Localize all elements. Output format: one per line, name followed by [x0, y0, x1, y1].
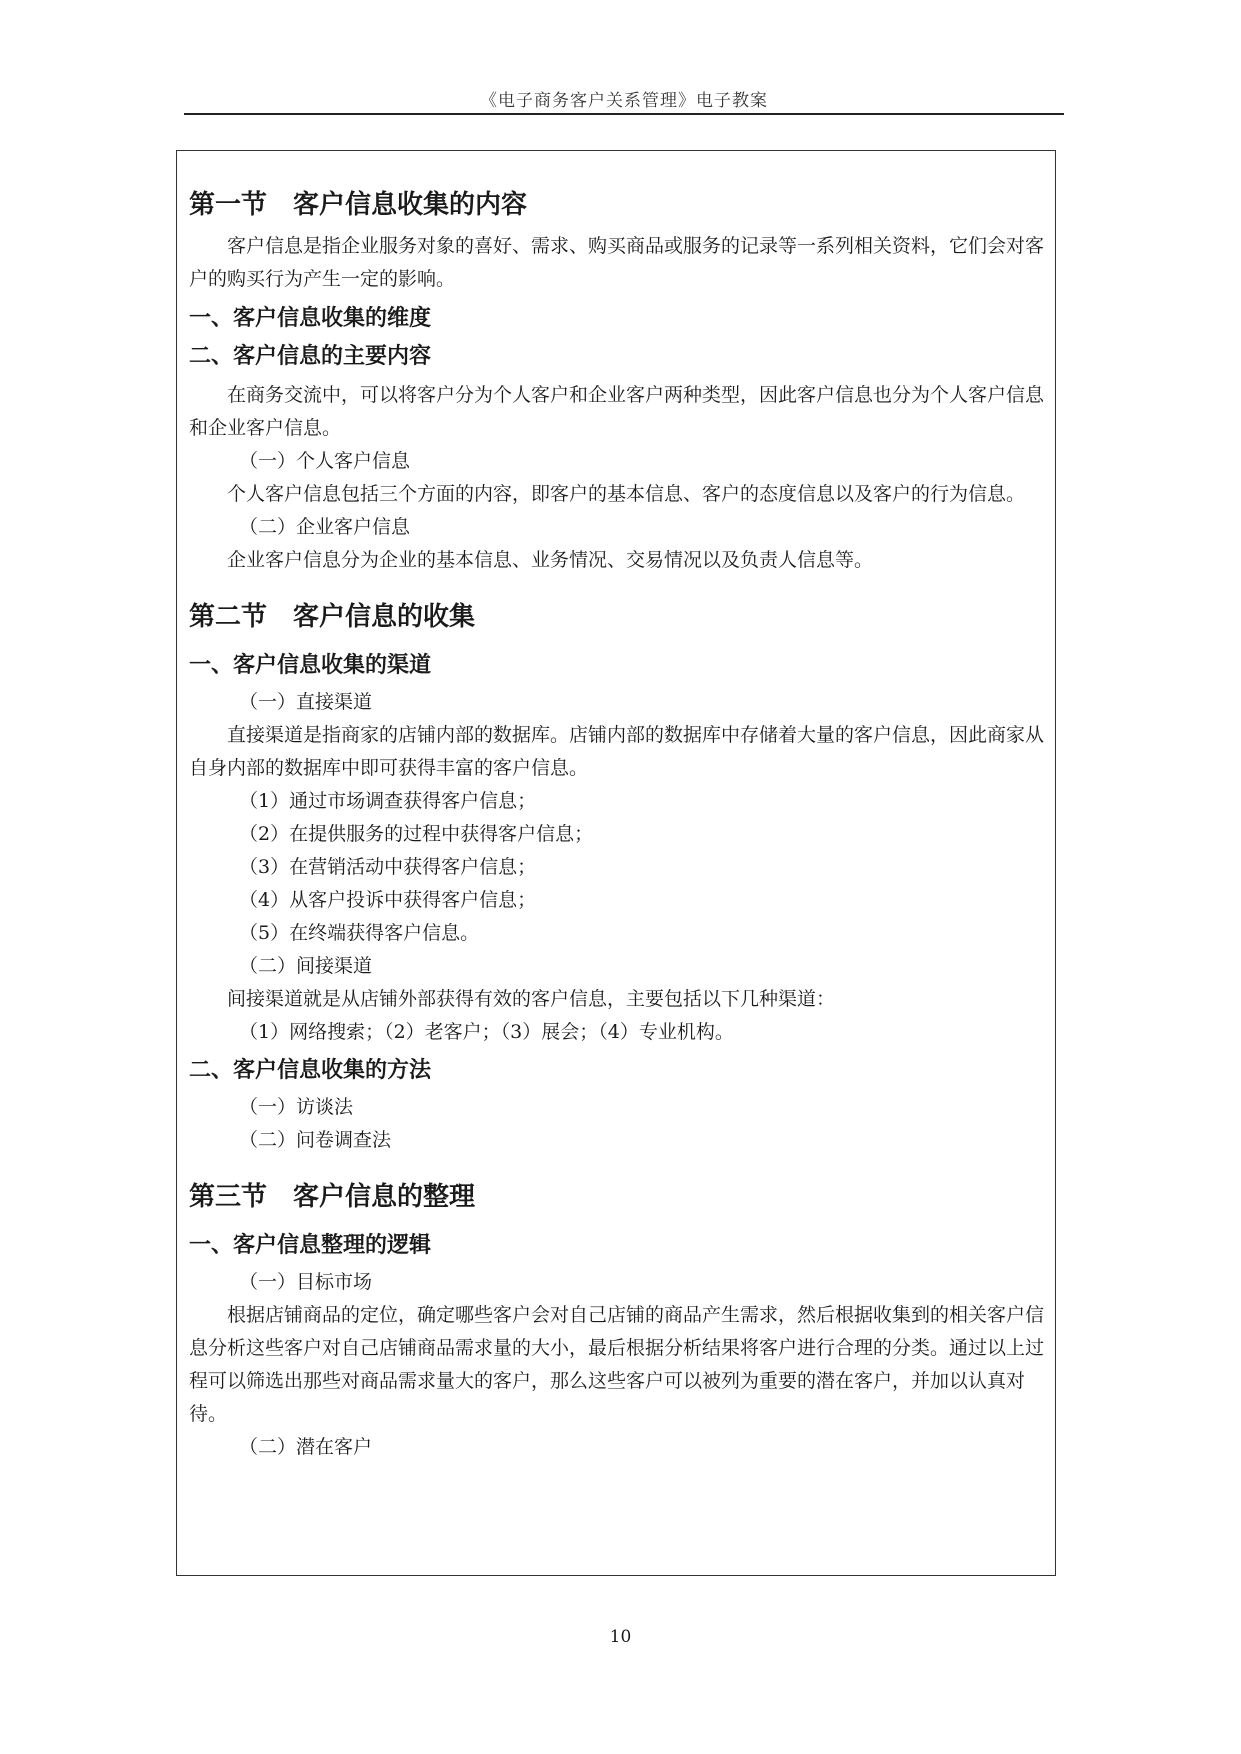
section-3-title: 第三节 客户信息的整理 — [189, 1182, 476, 1212]
section-2-heading-1: 一、客户信息收集的渠道 — [189, 653, 432, 678]
section-2-sub-2: （二）间接渠道 — [239, 955, 373, 977]
section-2-sub-1: （一）直接渠道 — [239, 691, 373, 713]
list-item: （2）在提供服务的过程中获得客户信息； — [239, 823, 594, 845]
section-1-heading-2: 二、客户信息的主要内容 — [189, 344, 432, 369]
page-header: 《电子商务客户关系管理》电子教案 — [480, 91, 768, 111]
content-frame — [176, 150, 1056, 1576]
list-item: （3）在营销活动中获得客户信息； — [239, 856, 537, 878]
section-1-title: 第一节 客户信息收集的内容 — [189, 190, 528, 220]
page-number: 10 — [609, 1627, 632, 1647]
section-1-para-3: 企业客户信息分为企业的基本信息、业务情况、交易情况以及负责人信息等。 — [227, 549, 874, 571]
section-1-para-1: 在商务交流中，可以将客户分为个人客户和企业客户两种类型，因此客户信息也分为个人客户信息和企业客户信息。 — [189, 384, 1045, 439]
section-1-para-2: 个人客户信息包括三个方面的内容，即客户的基本信息、客户的态度信息以及客户的行为信息。 — [227, 483, 1026, 505]
section-3-para-1: 根据店铺商品的定位，确定哪些客户会对自己店铺的商品产生需求，然后根据收集到的相关客户信息分析这些客户对自己店铺商品需求量的大小，最后根据分析结果将客户进行合理的分类。通过以上过程可以筛选出那些对商品需求量大的客户，那么这些客户可以被列为重要的潜在客户，并加以认真对待。 — [189, 1304, 1045, 1425]
section-2-para-1: 直接渠道是指商家的店铺内部的数据库。店铺内部的数据库中存储着大量的客户信息，因此商家从自身内部的数据库中即可获得丰富的客户信息。 — [189, 724, 1045, 779]
list-item: （5）在终端获得客户信息。 — [239, 922, 480, 944]
section-2-para-2: 间接渠道就是从店铺外部获得有效的客户信息，主要包括以下几种渠道： — [227, 988, 836, 1010]
section-1-heading-1: 一、客户信息收集的维度 — [189, 306, 432, 331]
section-2-sub-4: （二）问卷调查法 — [239, 1129, 392, 1151]
list-item: （4）从客户投诉中获得客户信息； — [239, 889, 537, 911]
section-1-sub-1: （一）个人客户信息 — [239, 450, 411, 472]
section-2-para-3: （1）网络搜索；（2）老客户；（3）展会；（4）专业机构。 — [239, 1021, 734, 1043]
section-1-intro: 客户信息是指企业服务对象的喜好、需求、购买商品或服务的记录等一系列相关资料，它们会对客户的购买行为产生一定的影响。 — [189, 235, 1045, 290]
section-3-sub-2: （二）潜在客户 — [239, 1436, 373, 1458]
section-3-heading-1: 一、客户信息整理的逻辑 — [189, 1233, 432, 1258]
header-rule — [184, 113, 1064, 115]
list-item: （1）通过市场调查获得客户信息； — [239, 790, 537, 812]
section-2-heading-2: 二、客户信息收集的方法 — [189, 1058, 432, 1083]
section-2-sub-3: （一）访谈法 — [239, 1096, 354, 1118]
section-3-sub-1: （一）目标市场 — [239, 1271, 373, 1293]
section-1-sub-2: （二）企业客户信息 — [239, 516, 411, 538]
content-body — [189, 187, 1045, 1464]
section-2-title: 第二节 客户信息的收集 — [189, 602, 476, 632]
